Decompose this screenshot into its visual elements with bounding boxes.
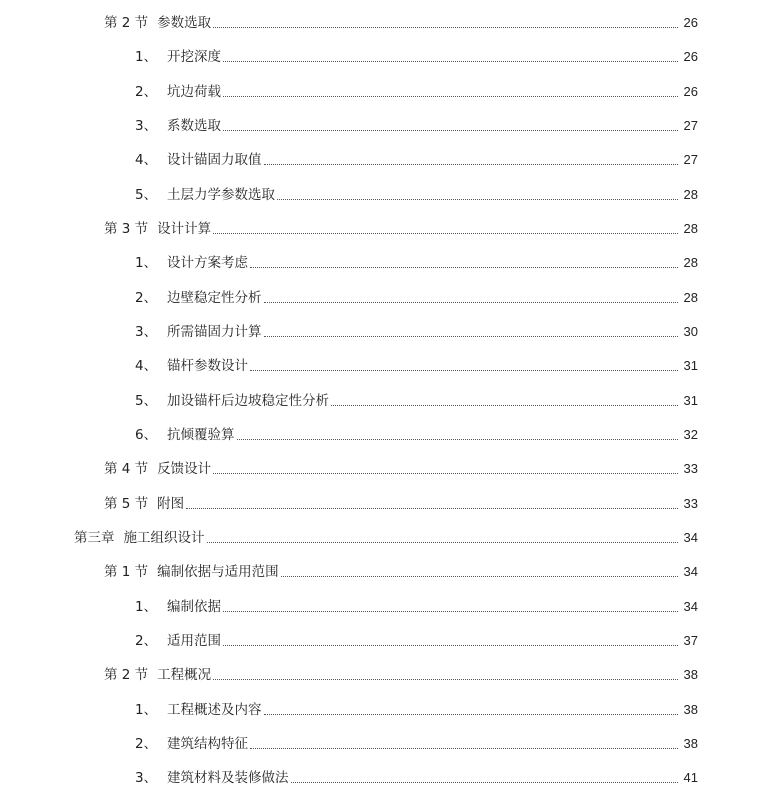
toc-entry[interactable] (0, 630, 698, 650)
toc-title: 编制依据 (167, 599, 221, 615)
toc-page-number: 34 (683, 599, 698, 614)
toc-title: 所需锚固力计算 (167, 324, 262, 340)
toc-page-number: 32 (683, 427, 698, 442)
dot-leader (250, 747, 678, 749)
toc-page-number: 27 (683, 152, 698, 167)
dot-leader (213, 678, 678, 680)
toc-entry[interactable] (0, 596, 698, 616)
dot-leader (250, 266, 678, 268)
toc-number: 5、 (135, 393, 158, 409)
toc-title: 附图 (157, 496, 185, 512)
toc-number: 1、 (135, 255, 158, 271)
toc-page-number: 26 (683, 84, 698, 99)
toc-title: 边壁稳定性分析 (167, 290, 262, 306)
toc-number: 第 5 节 (104, 496, 149, 512)
toc-number: 6、 (135, 427, 158, 443)
toc-entry[interactable] (0, 767, 698, 787)
toc-entry[interactable] (0, 12, 698, 32)
toc-entry[interactable] (0, 149, 698, 169)
toc-entry[interactable] (0, 561, 698, 581)
toc-number: 第 1 节 (104, 564, 149, 580)
dot-leader (223, 95, 678, 97)
toc-page-number: 30 (683, 324, 698, 339)
dot-leader (213, 26, 678, 28)
toc-number: 3、 (135, 118, 158, 134)
toc-title: 加设锚杆后边坡稳定性分析 (167, 393, 329, 409)
dot-leader (213, 232, 678, 234)
toc-entry[interactable] (0, 81, 698, 101)
toc-number: 1、 (135, 49, 158, 65)
toc-number: 2、 (135, 736, 158, 752)
toc-number: 第 2 节 (104, 15, 149, 31)
toc-title: 设计锚固力取值 (167, 152, 262, 168)
toc-page-number: 34 (683, 564, 698, 579)
toc-number: 1、 (135, 702, 158, 718)
toc-entry[interactable] (0, 458, 698, 478)
dot-leader (264, 713, 679, 715)
dot-leader (213, 472, 678, 474)
toc-entry[interactable] (0, 493, 698, 513)
toc-page-number: 26 (683, 49, 698, 64)
toc-title: 锚杆参数设计 (167, 358, 248, 374)
toc-number: 5、 (135, 187, 158, 203)
toc-title: 建筑材料及装修做法 (167, 770, 289, 786)
toc-entry[interactable] (0, 115, 698, 135)
toc-title: 系数选取 (167, 118, 221, 134)
toc-page-number: 38 (683, 667, 698, 682)
toc-entry[interactable] (0, 355, 698, 375)
toc-page-number: 27 (683, 118, 698, 133)
toc-entry[interactable] (0, 46, 698, 66)
dot-leader (264, 335, 679, 337)
toc-title: 设计方案考虑 (167, 255, 248, 271)
toc-page-number: 38 (683, 702, 698, 717)
toc-entry[interactable] (0, 664, 698, 684)
dot-leader (264, 301, 679, 303)
dot-leader (250, 369, 678, 371)
toc-entry[interactable] (0, 390, 698, 410)
dot-leader (223, 129, 678, 131)
toc-title: 适用范围 (167, 633, 221, 649)
toc-entry[interactable] (0, 321, 698, 341)
toc-number: 4、 (135, 152, 158, 168)
toc-number: 第 4 节 (104, 461, 149, 477)
toc-page-number: 28 (683, 255, 698, 270)
toc-entry[interactable] (0, 287, 698, 307)
toc-number: 2、 (135, 633, 158, 649)
toc-entry[interactable] (0, 699, 698, 719)
toc-page-number: 33 (683, 461, 698, 476)
dot-leader (223, 60, 678, 62)
toc-number: 第三章 (74, 530, 115, 546)
dot-leader (223, 610, 678, 612)
toc-page-number: 28 (683, 221, 698, 236)
toc-page-number: 31 (683, 358, 698, 373)
toc-page-number: 34 (683, 530, 698, 545)
toc-entry[interactable] (0, 252, 698, 272)
toc-page-number: 26 (683, 15, 698, 30)
dot-leader (291, 781, 679, 783)
toc-number: 2、 (135, 84, 158, 100)
toc-number: 2、 (135, 290, 158, 306)
toc-page-number: 37 (683, 633, 698, 648)
dot-leader (237, 438, 679, 440)
dot-leader (264, 163, 679, 165)
toc-page-number: 28 (683, 187, 698, 202)
toc-title: 开挖深度 (167, 49, 221, 65)
toc-page-number: 33 (683, 496, 698, 511)
toc-title: 坑边荷载 (167, 84, 221, 100)
toc-entry[interactable] (0, 424, 698, 444)
toc-number: 3、 (135, 770, 158, 786)
toc-number: 第 2 节 (104, 667, 149, 683)
toc-title: 工程概况 (157, 667, 212, 683)
toc-entry[interactable] (0, 733, 698, 753)
toc-entry[interactable] (0, 218, 698, 238)
toc-title: 抗倾覆验算 (167, 427, 235, 443)
toc-title: 工程概述及内容 (167, 702, 262, 718)
toc-title: 编制依据与适用范围 (157, 564, 279, 580)
dot-leader (331, 404, 678, 406)
toc-title: 反馈设计 (157, 461, 212, 477)
toc-page-number: 31 (683, 393, 698, 408)
toc-number: 3、 (135, 324, 158, 340)
toc-title: 设计计算 (157, 221, 212, 237)
toc-title: 建筑结构特征 (167, 736, 248, 752)
dot-leader (281, 575, 678, 577)
toc-number: 1、 (135, 599, 158, 615)
toc-entry[interactable] (0, 184, 698, 204)
toc-page-number: 28 (683, 290, 698, 305)
toc-title: 施工组织设计 (123, 530, 205, 546)
toc-page-number: 41 (683, 770, 698, 785)
toc-number: 第 3 节 (104, 221, 149, 237)
toc-entry[interactable] (0, 527, 698, 547)
toc-page-number: 38 (683, 736, 698, 751)
toc-title: 参数选取 (157, 15, 212, 31)
toc-number: 4、 (135, 358, 158, 374)
dot-leader (223, 644, 678, 646)
toc-title: 土层力学参数选取 (167, 187, 275, 203)
dot-leader (277, 198, 678, 200)
dot-leader (207, 541, 679, 543)
dot-leader (186, 507, 678, 509)
